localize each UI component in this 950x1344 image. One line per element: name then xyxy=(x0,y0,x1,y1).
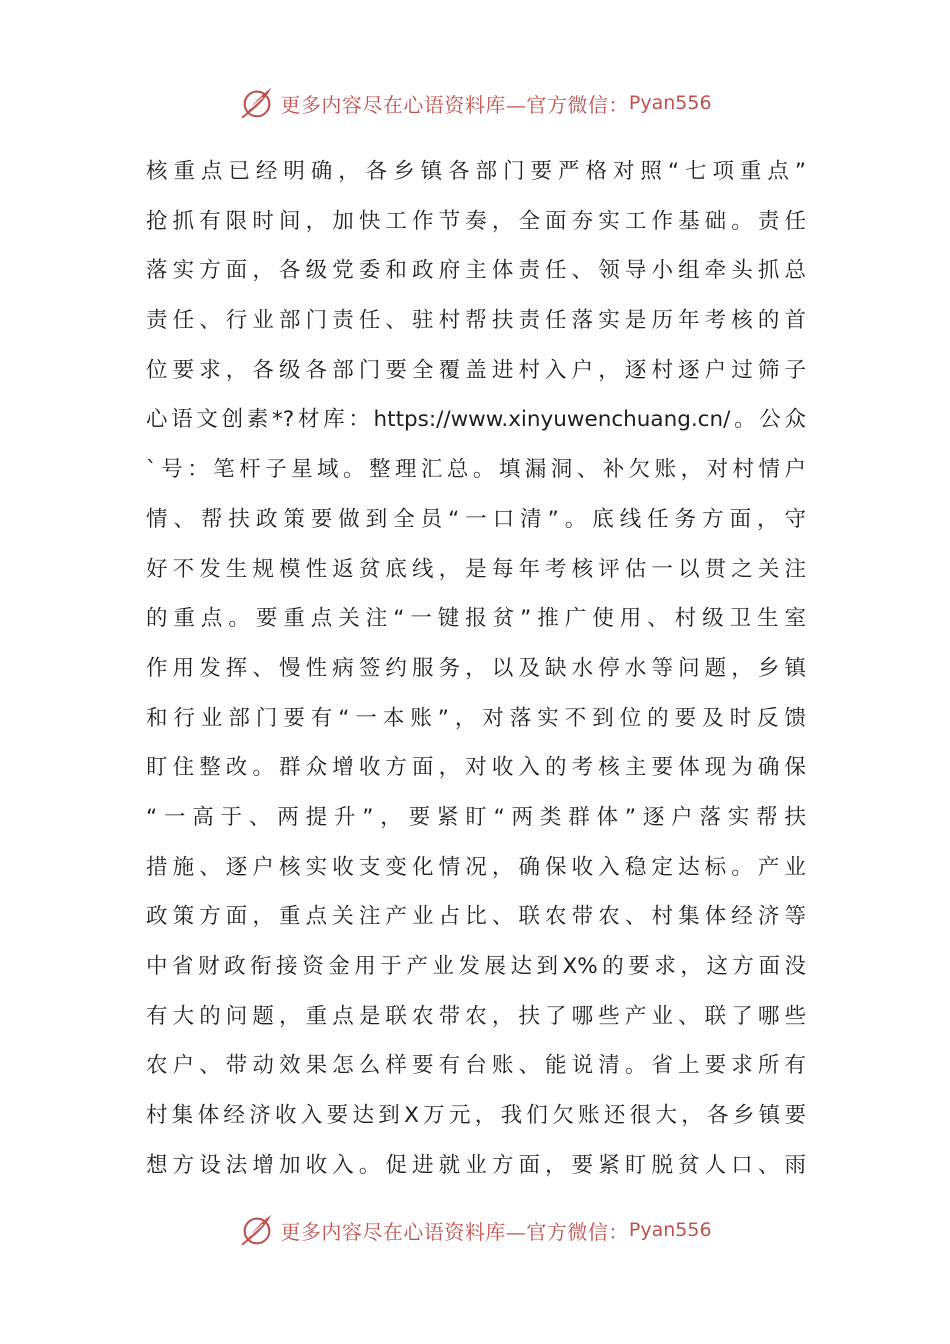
text-line-16: 政策方面，重点关注产业占比、联农带农、村集体经济等 xyxy=(146,904,806,930)
text-line-15: 措施、逐户核实收支变化情况，确保收入稳定达标。产业 xyxy=(146,854,806,880)
text-line-13: 盯住整改。群众增收方面，对收入的考核主要体现为确保 xyxy=(146,755,806,781)
quill-pen-circle-icon xyxy=(238,84,276,122)
text-line-4: 责任、行业部门责任、驻村帮扶责任落实是历年考核的首 xyxy=(146,308,806,334)
text-line-17: 中省财政衔接资金用于产业发展达到X%的要求，这方面没 xyxy=(146,954,806,979)
text-line-19: 农户、带动效果怎么样要有台账、能说清。省上要求所有 xyxy=(146,1053,806,1079)
text-line-7: `号：笔杆子星域。整理汇总。填漏洞、补欠账，对村情户 xyxy=(146,457,806,483)
text-line-6: 心语文创素*?材库：https://www.xinyuwenchuang.cn/。公众 xyxy=(146,407,806,433)
text-line-1: 核重点已经明确，各乡镇各部门要严格对照“七项重点” xyxy=(146,159,806,184)
text-line-3: 落实方面，各级党委和政府主体责任、领导小组牵头抓总 xyxy=(146,258,806,284)
quill-pen-circle-icon xyxy=(238,1211,276,1249)
text-line-11: 作用发挥、慢性病签约服务，以及缺水停水等问题，乡镇 xyxy=(146,655,806,681)
document-body xyxy=(146,147,806,1190)
text-line-20: 村集体经济收入要达到X万元，我们欠账还很大，各乡镇要 xyxy=(146,1103,806,1129)
footer-wechat-id: Pyan556 xyxy=(628,1219,712,1241)
footer-banner xyxy=(0,1208,950,1252)
header-banner xyxy=(0,81,950,125)
header-banner-text: 更多内容尽在心语资料库—官方微信： xyxy=(280,92,629,117)
text-line-2: 抢抓有限时间，加快工作节奏，全面夯实工作基础。责任 xyxy=(146,208,806,234)
text-line-21: 想方设法增加收入。促进就业方面，要紧盯脱贫人口、雨 xyxy=(146,1152,806,1178)
footer-banner-text: 更多内容尽在心语资料库—官方微信： xyxy=(280,1219,629,1244)
text-line-10: 的重点。要重点关注“一键报贫”推广使用、村级卫生室 xyxy=(146,606,806,632)
header-wechat-id: Pyan556 xyxy=(628,92,712,114)
text-line-12: 和行业部门要有“一本账”，对落实不到位的要及时反馈 xyxy=(146,705,806,731)
text-line-9: 好不发生规模性返贫底线，是每年考核评估一以贯之关注 xyxy=(146,556,806,582)
text-line-8: 情、帮扶政策要做到全员“一口清”。底线任务方面，守 xyxy=(146,506,806,532)
text-line-18: 有大的问题，重点是联农带农，扶了哪些产业、联了哪些 xyxy=(146,1003,806,1029)
text-line-5: 位要求，各级各部门要全覆盖进村入户，逐村逐户过筛子 xyxy=(146,357,806,383)
text-line-14: “一高于、两提升”，要紧盯“两类群体”逐户落实帮扶 xyxy=(146,804,806,830)
